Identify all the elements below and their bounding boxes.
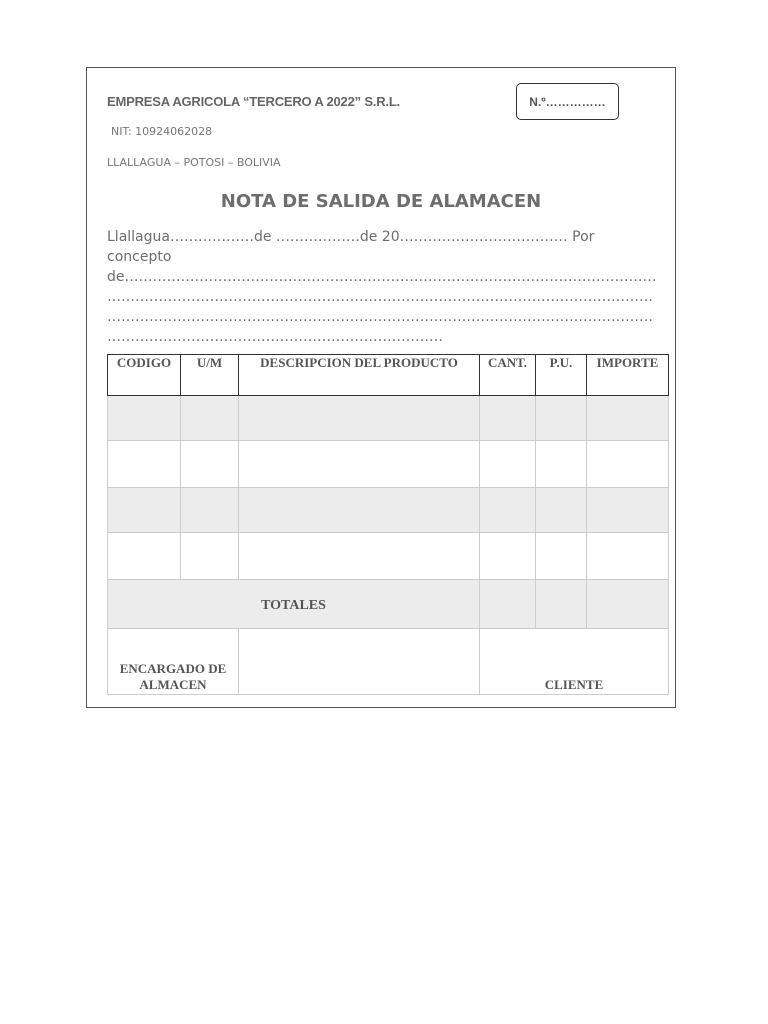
totals-row [108,580,669,629]
date-and-concept-lines: Llallagua………………de ………………de 20……………………………… Por concepto de…………………………………………………………………………………………………………………………………………………………………………………………………………………………………………………………………………………………………………………………………………………………………………………… [107,229,657,345]
table-cell[interactable] [587,396,669,441]
table-cell[interactable] [536,396,587,441]
table-cell[interactable] [108,533,181,580]
total-importe-cell[interactable] [587,580,669,629]
table-row [108,533,669,580]
table-row [108,488,669,533]
signature-row [108,629,669,695]
table-cell[interactable] [181,441,239,488]
document-title: NOTA DE SALIDA DE ALAMACEN [220,191,542,212]
table-cell[interactable] [480,396,536,441]
table-cell[interactable] [587,533,669,580]
column-header-cant: CANT. [480,355,536,396]
table-cell[interactable] [108,488,181,533]
table-cell[interactable] [480,533,536,580]
table-cell[interactable] [587,488,669,533]
table-cell[interactable] [480,488,536,533]
table-cell[interactable] [181,533,239,580]
table-row [108,441,669,488]
table-cell[interactable] [108,441,181,488]
signature-blank-cell [239,629,480,695]
table-cell[interactable] [239,396,480,441]
table-cell[interactable] [181,488,239,533]
table-cell[interactable] [239,488,480,533]
table-cell[interactable] [536,488,587,533]
products-table [107,354,669,695]
table-cell[interactable] [239,533,480,580]
totals-label: TOTALES [108,580,480,629]
total-pu-cell[interactable] [536,580,587,629]
table-cell[interactable] [108,396,181,441]
table-cell[interactable] [536,441,587,488]
warehouse-manager-signature: ENCARGADO DE ALMACEN [108,629,239,695]
column-header-pu: P.U. [536,355,587,396]
table-cell[interactable] [480,441,536,488]
note-number-box: N.º…………… [516,83,619,120]
table-cell[interactable] [239,441,480,488]
warehouse-exit-note-form [86,67,676,708]
column-header-um: U/M [181,355,239,396]
table-row [108,396,669,441]
column-header-descripcion: DESCRIPCION DEL PRODUCTO [239,355,480,396]
company-address: LLALLAGUA – POTOSI – BOLIVIA [107,156,281,169]
column-header-importe: IMPORTE [587,355,669,396]
company-name: EMPRESA AGRICOLA “TERCERO A 2022” S.R.L. [107,94,400,109]
column-header-codigo: CODIGO [108,355,181,396]
table-cell[interactable] [181,396,239,441]
total-cant-cell[interactable] [480,580,536,629]
company-nit: NIT: 10924062028 [111,125,213,138]
table-cell[interactable] [536,533,587,580]
client-signature: CLIENTE [480,629,669,695]
table-header-row [108,355,669,396]
table-cell[interactable] [587,441,669,488]
